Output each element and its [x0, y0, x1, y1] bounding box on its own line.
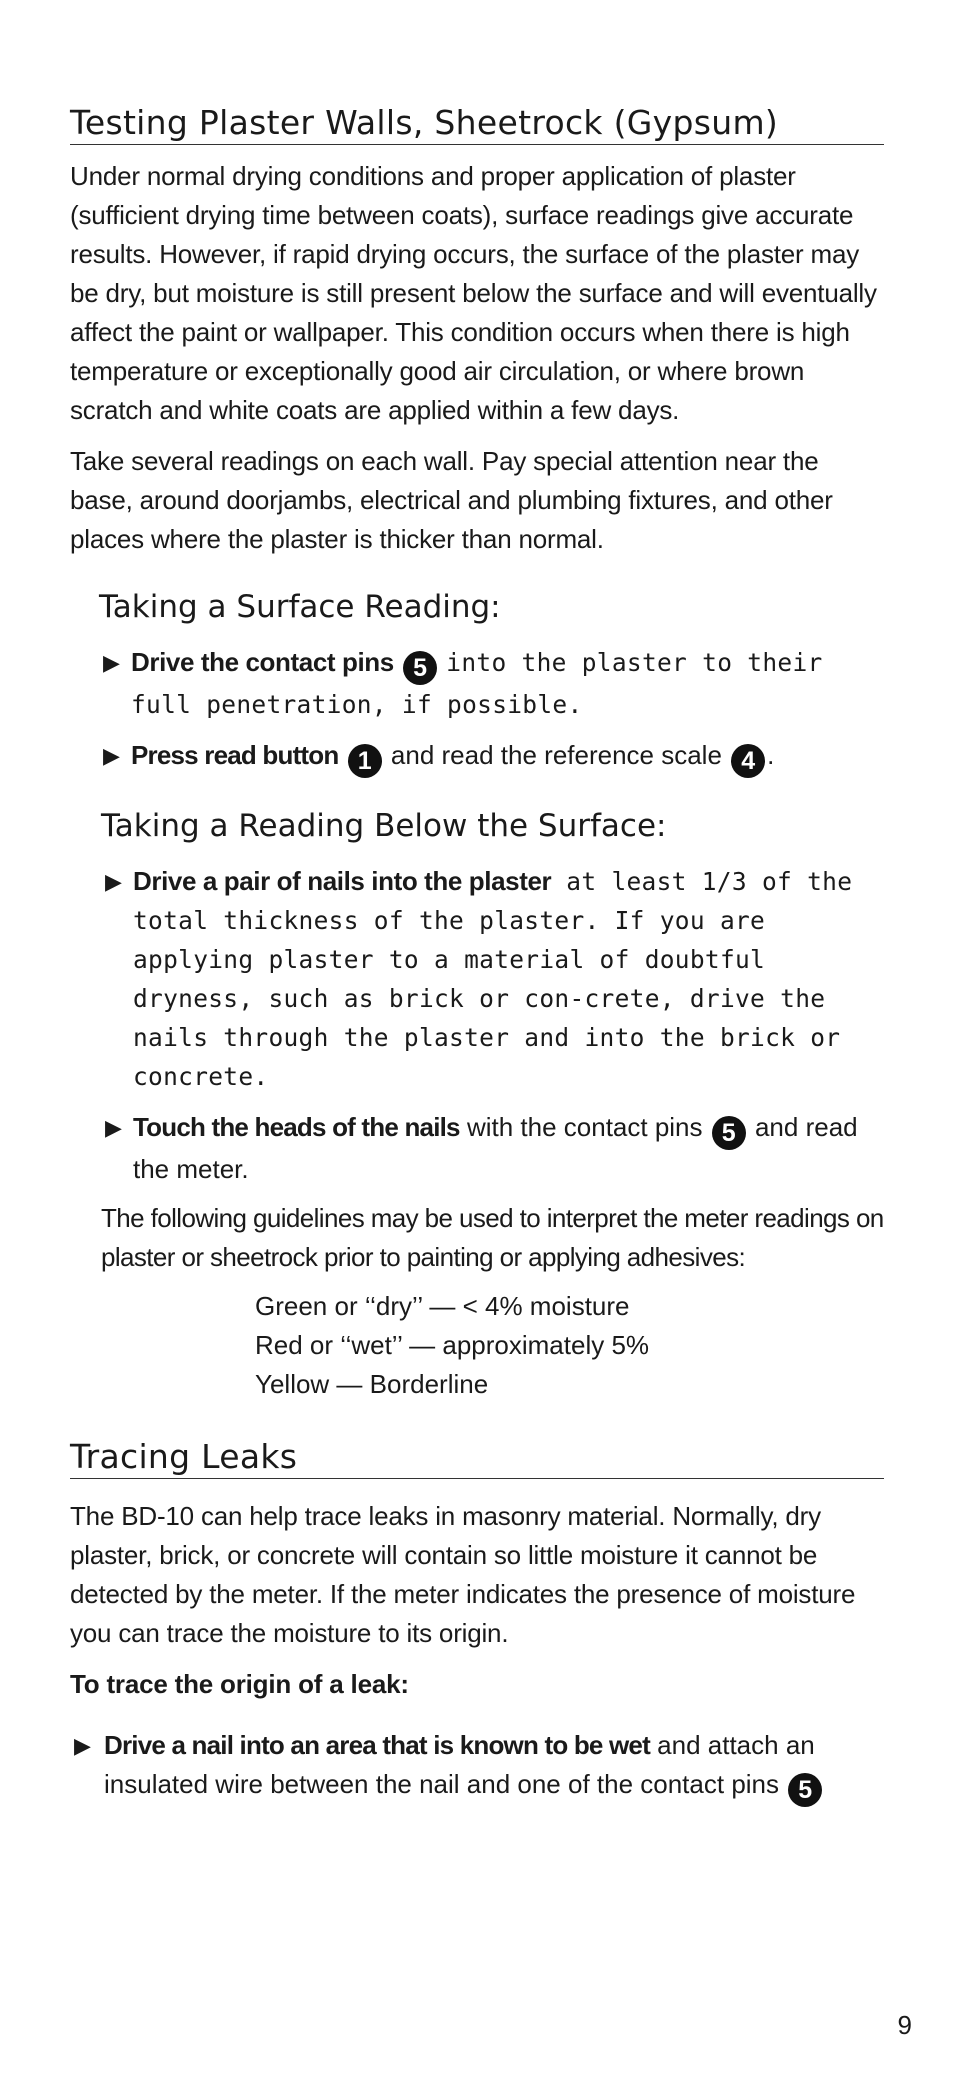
below-bullet-1-text: at least 1/3 of the total thickness of the plaster. If you are applying plaster to a material of doubtful dryness, such as brick or con-crete, drive the nails through the plaster and into the brick or concrete.	[133, 867, 853, 1091]
surface-bullet-2-lead: Press read button	[131, 740, 339, 770]
surface-bullet-2	[99, 736, 884, 778]
bullet-arrow-icon: ▶	[103, 743, 120, 768]
page-content	[70, 0, 884, 1807]
plaster-paragraph-1: Under normal drying conditions and proper application of plaster (sufficient drying time between coats), surface readings give accurate results. However, if rapid drying occurs, the surface of the plaster may be dry, but moisture is still present below the surface and will eventually affect the paint or wallpaper. This condition occurs when there is high temperature or exceptionally good air circulation, or where brown scratch and white coats are applied within a few days.	[70, 161, 877, 425]
surface-bullet-1-lead: Drive the contact pins	[131, 647, 394, 677]
plaster-paragraph-2: Take several readings on each wall. Pay special attention near the base, around doorjambs, electrical and plumbing fixtures, and other places where the plaster is thicker than normal.	[70, 446, 833, 554]
bullet-arrow-icon: ▶	[105, 869, 122, 894]
number-badge-icon: 4	[731, 744, 765, 778]
leaks-bullet-1	[70, 1726, 884, 1807]
surface-reading-block	[70, 589, 884, 778]
number-badge-icon: 5	[403, 651, 437, 685]
section-title-plaster: Testing Plaster Walls, Sheetrock (Gypsum)	[70, 104, 884, 145]
leaks-bullet-1-text: and attach an insulated wire between the nail and one of the contact pins	[104, 1730, 815, 1799]
surface-reading-title: Taking a Surface Reading:	[99, 589, 501, 625]
leaks-bullet-1-lead: Drive a nail into an area that is known to be wet	[104, 1730, 650, 1760]
below-bullet-2-rest: and read the meter.	[133, 1112, 858, 1184]
surface-bullet-1	[99, 643, 884, 724]
guidelines-intro: The following guidelines may be used to interpret the meter readings on plaster or sheetrock prior to painting or applying adhesives:	[101, 1203, 884, 1272]
bullet-arrow-icon: ▶	[74, 1733, 91, 1758]
bullet-arrow-icon: ▶	[103, 650, 120, 675]
surface-bullet-2-end: .	[767, 740, 775, 770]
below-bullet-1	[101, 862, 884, 1096]
guidelines-list	[101, 1287, 884, 1404]
leaks-paragraph: The BD-10 can help trace leaks in masonry material. Normally, dry plaster, brick, or concrete will contain so little moisture it cannot be detected by the meter. If the meter indicates the presence of moisture you can trace the moisture to its origin.	[70, 1501, 856, 1648]
below-bullet-2	[101, 1108, 884, 1189]
surface-bullet-1-text: into the plaster to their full penetration, if possible.	[131, 648, 823, 719]
page-number: 9	[897, 2010, 912, 2040]
guideline-green: Green or ‘‘dry’’ — < 4% moisture	[255, 1291, 630, 1321]
number-badge-icon: 5	[712, 1116, 746, 1150]
below-bullet-2-text: with the contact pins	[459, 1112, 710, 1142]
below-surface-block	[70, 808, 884, 1404]
below-surface-title: Taking a Reading Below the Surface:	[101, 808, 667, 844]
below-bullet-2-lead: Touch the heads of the nails	[133, 1112, 460, 1142]
bullet-arrow-icon: ▶	[105, 1115, 122, 1140]
guideline-yellow: Yellow — Borderline	[255, 1369, 489, 1399]
number-badge-icon: 1	[348, 744, 382, 778]
guideline-red: Red or ‘‘wet’’ — approximately 5%	[255, 1330, 650, 1360]
below-bullet-1-lead: Drive a pair of nails into the plaster	[133, 866, 552, 896]
section-title-leaks: Tracing Leaks	[70, 1438, 884, 1479]
leaks-subhead: To trace the origin of a leak:	[70, 1669, 409, 1699]
number-badge-icon: 5	[788, 1773, 822, 1807]
surface-bullet-2-text: and read the reference scale	[390, 740, 730, 770]
